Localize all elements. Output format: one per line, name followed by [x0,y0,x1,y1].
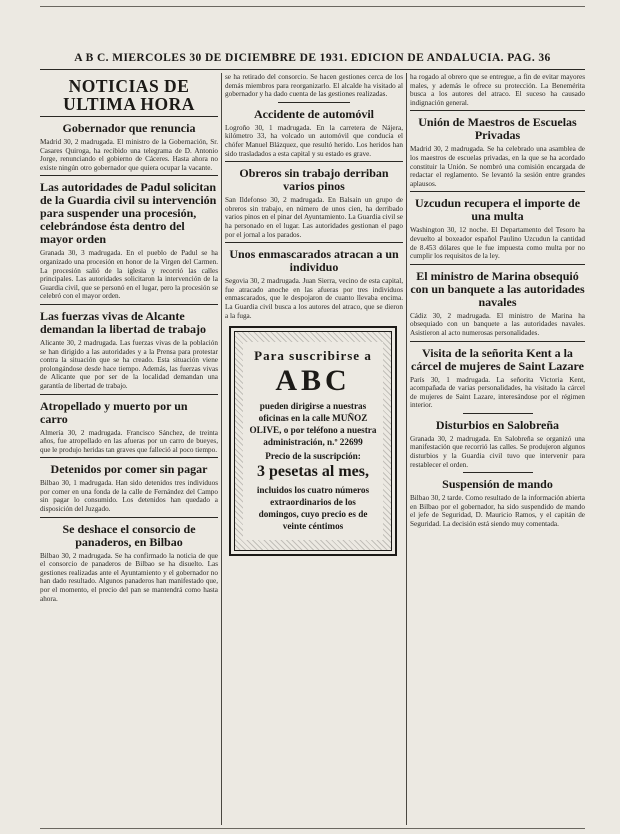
article-enmascarados: Segovia 30, 2 madrugada. Juan Sierra, vecino de esta capital, fue atracado anoche en las afueras por tres individuos enmascarados, que le despojaron de cuanto llevaba encima. La Guardia civil busca a los autores del atraco, que se dieron a la fuga. [225,277,403,320]
divider [225,242,403,243]
article-detenidos: Bilbao 30, 1 madrugada. Han sido detenidos tres individuos por comer en una fonda de la calle de Fernández del Campo sin pagar lo consumido. Los detenidos han quedado a disposición del Juzgado. [40,479,218,514]
divider [410,110,585,111]
headline-consorcio: Se deshace el consorcio de panaderos, en Bilbao [62,521,196,549]
headline-atropellado: Atropellado y muerto por un carro [40,398,188,426]
headline-gobernador: Gobernador que renuncia [62,121,196,135]
divider [463,413,533,414]
article-padul: Granada 30, 3 madrugada. En el pueblo de Padul se ha organizado una procesión en honor de la Virgen del Carmen. La procesión salió de la iglesia y recorrió las calles principales. Las autoridades solicitaron la intervención de la Guardia civil, que se personó en el lugar, pero la procesión se celebró con el mayor orden. [40,249,218,301]
article-continuation-2: ha rogado al obrero que se entregue, a fin de evitar mayores males, y además le ofrece su protección. La Benemérita busca a los autores del atraco. El suceso ha causado indignación general. [410,73,585,107]
article-kent: París 30, 1 madrugada. La señorita Victoria Kent, acompañada de varias personalidades, ha visitado la cárcel de mujeres de Saint Lazare, interesándose por el régimen interior. [410,375,585,410]
headline-suspension: Suspensión de mando [442,477,553,492]
divider [40,517,218,518]
ad-abc-logo: ABC [275,364,351,398]
divider [278,102,349,103]
section-title: NOTICIAS DE ULTIMA HORA [63,76,195,114]
divider [40,457,218,458]
ad-heading: Para suscribirse a [254,348,372,364]
article-salobrena: Granada 30, 2 madrugada. En Salobreña se organizó una manifestación que recorrió las calles. Se produjeron algunos disturbios y la Guardia civil tuvo que intervenir para restablecer el orden. [410,434,585,469]
headline-uzcudun: Uzcudun recupera el importe de una multa [414,196,581,224]
divider [463,472,533,473]
column-separator [406,73,407,825]
divider [40,175,218,176]
divider [410,264,585,265]
article-consorcio: Bilbao 30, 2 madrugada. Se ha confirmado la noticia de que el consorcio de panaderos de Bilbao se ha disuelto. Las gestiones realizadas ante el Ayuntamiento y el gobernador no han dado resultado. Algunos panaderos han manifestado que, por el momento, el precio del pan se mantendrá como hasta ahora. [40,551,218,603]
headline-detenidos: Detenidos por comer sin pagar [50,462,208,477]
article-suspension: Bilbao 30, 2 tarde. Como resultado de la información abierta en Bilbao por el gobernador, ha sido suspendido de mando el jefe de Seguridad, D. Mauricio Ramos, y el capitán de Seguridad. La decisión está siendo muy comentada. [410,494,585,529]
divider [410,191,585,192]
headline-kent: Visita de la señorita Kent a la cárcel de mujeres de Saint Lazare [411,345,584,373]
headline-maestros: Unión de Maestros de Escuelas Privadas [418,115,577,143]
divider [40,116,218,117]
divider [225,161,403,162]
divider [410,341,585,342]
subscription-ad [229,326,397,556]
article-atropellado: Almería 30, 2 madrugada. Francisco Sánchez, de treinta años, fue atropellado en las afueras por un carro de bueyes, que le produjo heridas tan graves que falleció al poco tiempo. [40,428,218,454]
bottom-rule [40,828,585,829]
column-separator [221,73,222,825]
ad-text: pueden dirigirse a nuestras oficinas en la calle MUÑOZ OLIVE, o por teléfono a nuestra administración, n.º 22699 [249,401,377,448]
page-header: A B C. MIERCOLES 30 DE DICIEMBRE DE 1931. EDICION DE ANDALUCIA. PAG. 36 [74,52,551,64]
ad-footer: incluidos los cuatro números extraordinarios de los domingos, cuyo precio es de veinte céntimos [256,485,370,532]
header-rule [40,69,585,70]
headline-enmascarados: Unos enmascarados atracan a un individuo [229,247,399,275]
divider [40,394,218,395]
headline-salobrena: Disturbios en Salobreña [435,417,560,432]
ad-price-label: Precio de la suscripción: [265,451,361,462]
headline-ministro: El ministro de Marina obsequió con un banquete a las autoridades navales [410,268,585,309]
article-alcante: Alicante 30, 2 madrugada. Las fuerzas vivas de la población se han dirigido a las autoridades y a la Prensa para protestar contra la situación que se ha creado. Esta situación viene prolongándose desde hace tiempo. Además, las fuerzas vivas de Alicante que por ser de la localidad demandan una garantía de libertad de trabajo. [40,338,218,390]
article-uzcudun: Washington 30, 12 noche. El Departamento del Tesoro ha devuelto al boxeador español Paulino Uzcudun la cantidad de 8.453 dólares que le fue impuesta como multa por no cumplir los requisitos de la ley. [410,226,585,261]
article-gobernador: Madrid 30, 2 madrugada. El ministro de la Gobernación, Sr. Casares Quiroga, ha recibido una telegrama de D. Antonio Jorge, renunciando el gobierno de Cáceres. Hasta ahora no existe ningún otro gobernador que quiera ocupar la vacante. [40,138,218,172]
article-automovil: Logroño 30, 1 madrugada. En la carretera de Nájera, kilómetro 33, ha volcado un automóvil que conducía el chófer Manuel Blázquez, que resultó herido. Los heridos han sido trasladados a esta capital y su estado es grave. [225,123,403,158]
top-rule [40,6,585,7]
column-3 [410,73,585,825]
article-obreros: San Ildefonso 30, 2 madrugada. En Balsain un grupo de obreros sin trabajo, en número de unos cien, ha derribado varios pinos en el pinar del Ayuntamiento. La Guardia civil se ha personado en el lugar. Las autoridades gestionan el pago por el jornal a los parados. [225,196,403,239]
headline-obreros: Obreros sin trabajo derriban varios pinos [239,166,389,194]
article-continuation: se ha retirado del consorcio. Se hacen gestiones cerca de los demás miembros para reorganizarlo. El alcalde ha visitado al gobernador y ha dado cuenta de las gestiones realizadas. [225,73,403,99]
article-maestros: Madrid 30, 2 madrugada. Se ha celebrado una asamblea de los maestros de escuelas privadas, en la que se ha acordado constituir la Unión. Se nombró una comisión encargada de redactar el reglamento. Se levantó la sesión entre grandes aplausos. [410,145,585,188]
headline-alcante: Las fuerzas vivas de Alcante demandan la libertad de trabajo [40,308,207,336]
column-1 [40,73,218,825]
headline-padul: Las autoridades de Padul solicitan de la Guardia civil su intervención para suspender una procesión, celebrándose ésta dentro del mayor orden [40,180,217,247]
article-ministro: Cádiz 30, 2 madrugada. El ministro de Marina ha obsequiado con un banquete a las autoridades navales. Asistieron al acto numerosas personalidades. [410,311,585,337]
headline-automovil: Accidente de automóvil [254,106,374,121]
divider [40,304,218,305]
ad-price: 3 pesetas al mes, [257,463,369,481]
column-2 [225,73,403,825]
